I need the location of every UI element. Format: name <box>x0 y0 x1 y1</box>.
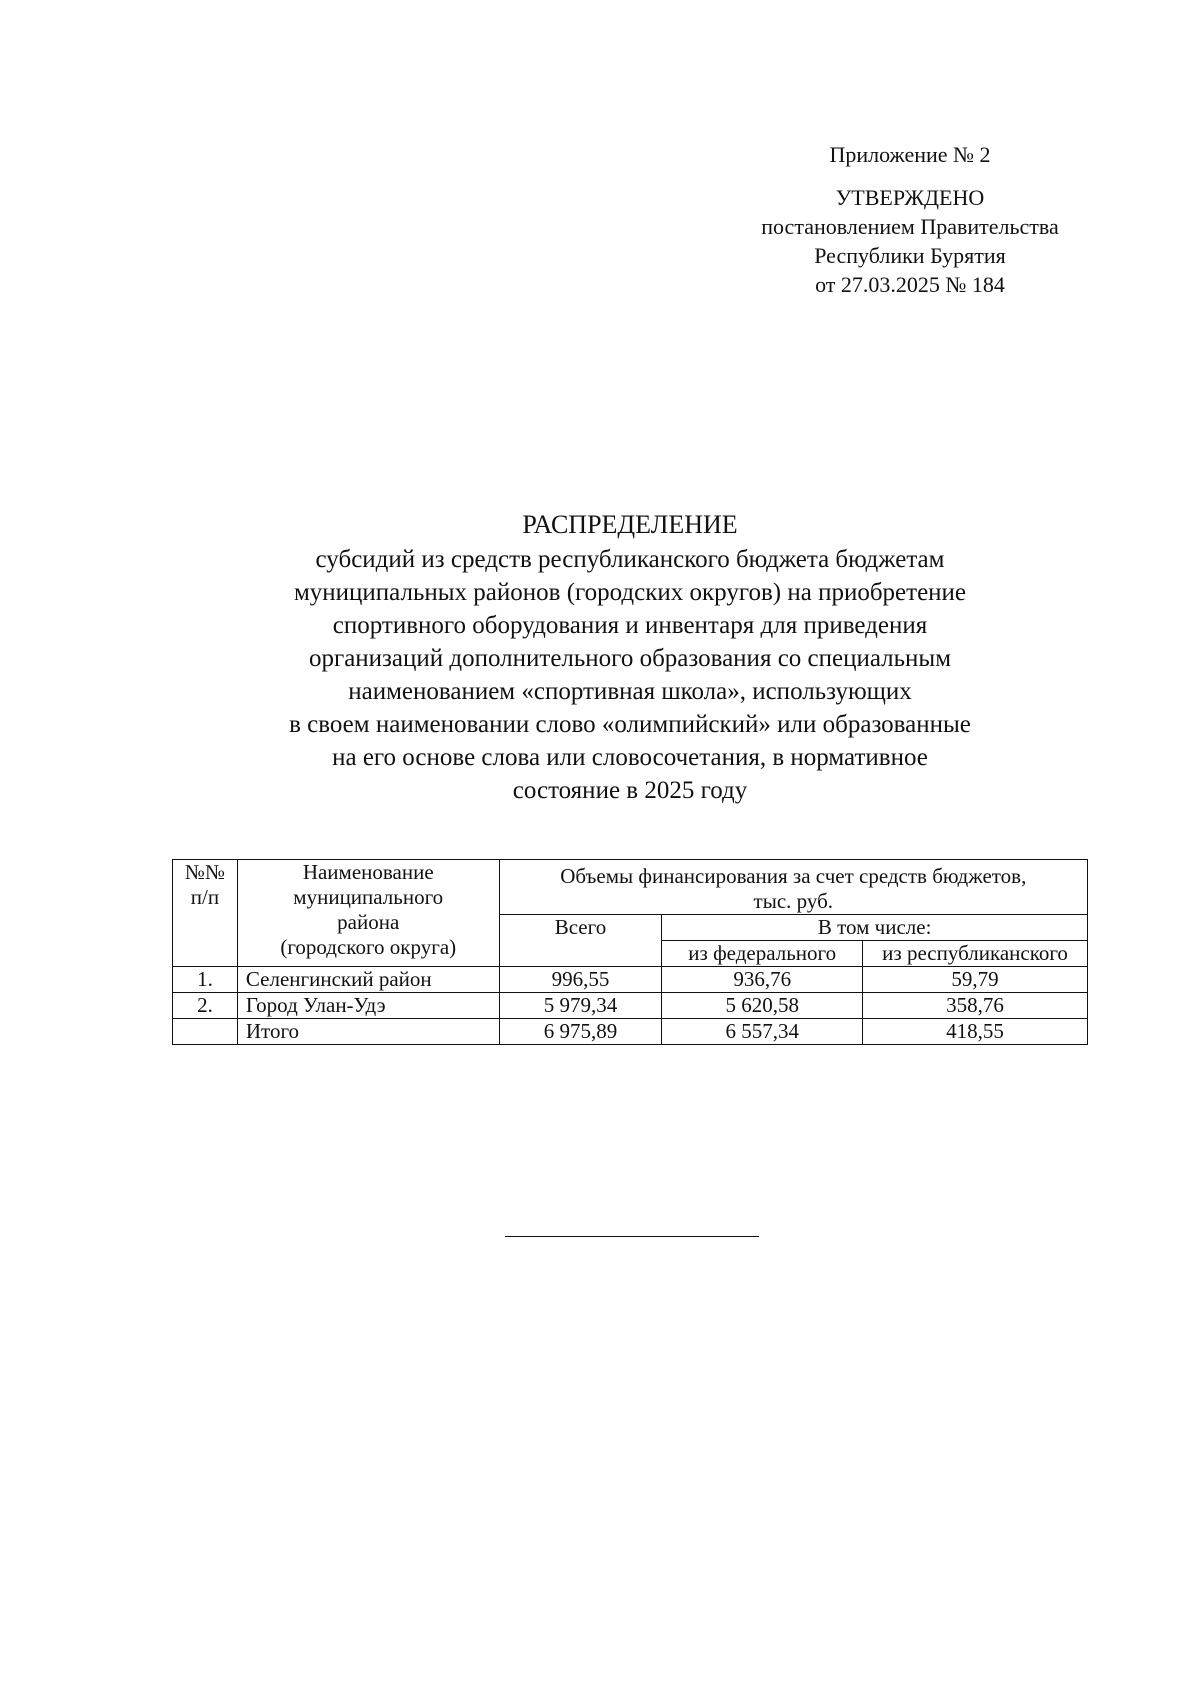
header-including-cell: В том числе: <box>662 915 1088 941</box>
table-row <box>173 967 1088 993</box>
title-line: организаций дополнительного образования со специальным <box>308 645 952 672</box>
table-total-row <box>173 1019 1088 1045</box>
table-header-row <box>173 860 1088 915</box>
row-federal: 6 557,34 <box>662 1019 863 1045</box>
row-federal: 5 620,58 <box>662 993 863 1019</box>
row-district-name: Город Улан-Удэ <box>237 993 499 1019</box>
row-number: 2. <box>173 993 238 1019</box>
title-line: муниципальных районов (городских округов) на приобретение <box>293 579 967 606</box>
row-republic: 418,55 <box>863 1019 1088 1045</box>
header-name-line: муниципального <box>293 885 444 909</box>
approval-line-1: постановлением Правительства <box>761 214 1059 239</box>
title-heading: РАСПРЕДЕЛЕНИЕ <box>522 510 738 539</box>
title-line: спортивного оборудования и инвентаря для приведения <box>332 612 928 639</box>
row-total: 5 979,34 <box>499 993 662 1019</box>
appendix-label: Приложение № 2 <box>829 142 991 167</box>
header-total-cell: Всего <box>499 915 662 967</box>
row-federal: 936,76 <box>662 967 863 993</box>
header-number-line: п/п <box>190 885 220 909</box>
header-funding-cell <box>499 860 1087 915</box>
header-name-cell <box>237 860 499 967</box>
row-number: 1. <box>173 967 238 993</box>
row-republic: 59,79 <box>863 967 1088 993</box>
approved-stamp-text: УТВЕРЖДЕНО <box>835 185 985 210</box>
row-total: 6 975,89 <box>499 1019 662 1045</box>
header-federal-cell: из федерального <box>662 941 863 967</box>
document-title <box>200 508 1060 807</box>
header-name-line: (городского округа) <box>280 935 457 959</box>
title-line: на его основе слова или словосочетания, в нормативное <box>332 744 928 771</box>
header-funding-line: тыс. руб. <box>753 889 834 913</box>
row-number <box>173 1019 238 1045</box>
row-total: 996,55 <box>499 967 662 993</box>
row-republic: 358,76 <box>863 993 1088 1019</box>
title-line: наименованием «спортивная школа», использующих <box>348 678 912 705</box>
table-row <box>173 993 1088 1019</box>
approval-line-2: Республики Бурятия <box>814 243 1006 268</box>
header-name-line: района <box>337 910 400 934</box>
header-funding-line: Объемы финансирования за счет средств бюджетов, <box>560 864 1027 888</box>
row-district-name: Итого <box>237 1019 499 1045</box>
title-line: состояние в 2025 году <box>512 777 748 804</box>
approval-line-3: от 27.03.2025 № 184 <box>815 272 1005 297</box>
header-number-line: №№ <box>184 860 225 884</box>
header-number-cell <box>173 860 238 967</box>
distribution-table <box>172 859 1088 1045</box>
title-line: субсидий из средств республиканского бюджета бюджетам <box>315 546 945 573</box>
title-line: в своем наименовании слово «олимпийский» или образованные <box>289 711 971 738</box>
closing-divider <box>505 1236 759 1237</box>
header-republic-cell: из республиканского <box>863 941 1088 967</box>
row-district-name: Селенгинский район <box>237 967 499 993</box>
approval-block <box>720 140 1100 299</box>
header-name-line: Наименование <box>302 860 434 884</box>
